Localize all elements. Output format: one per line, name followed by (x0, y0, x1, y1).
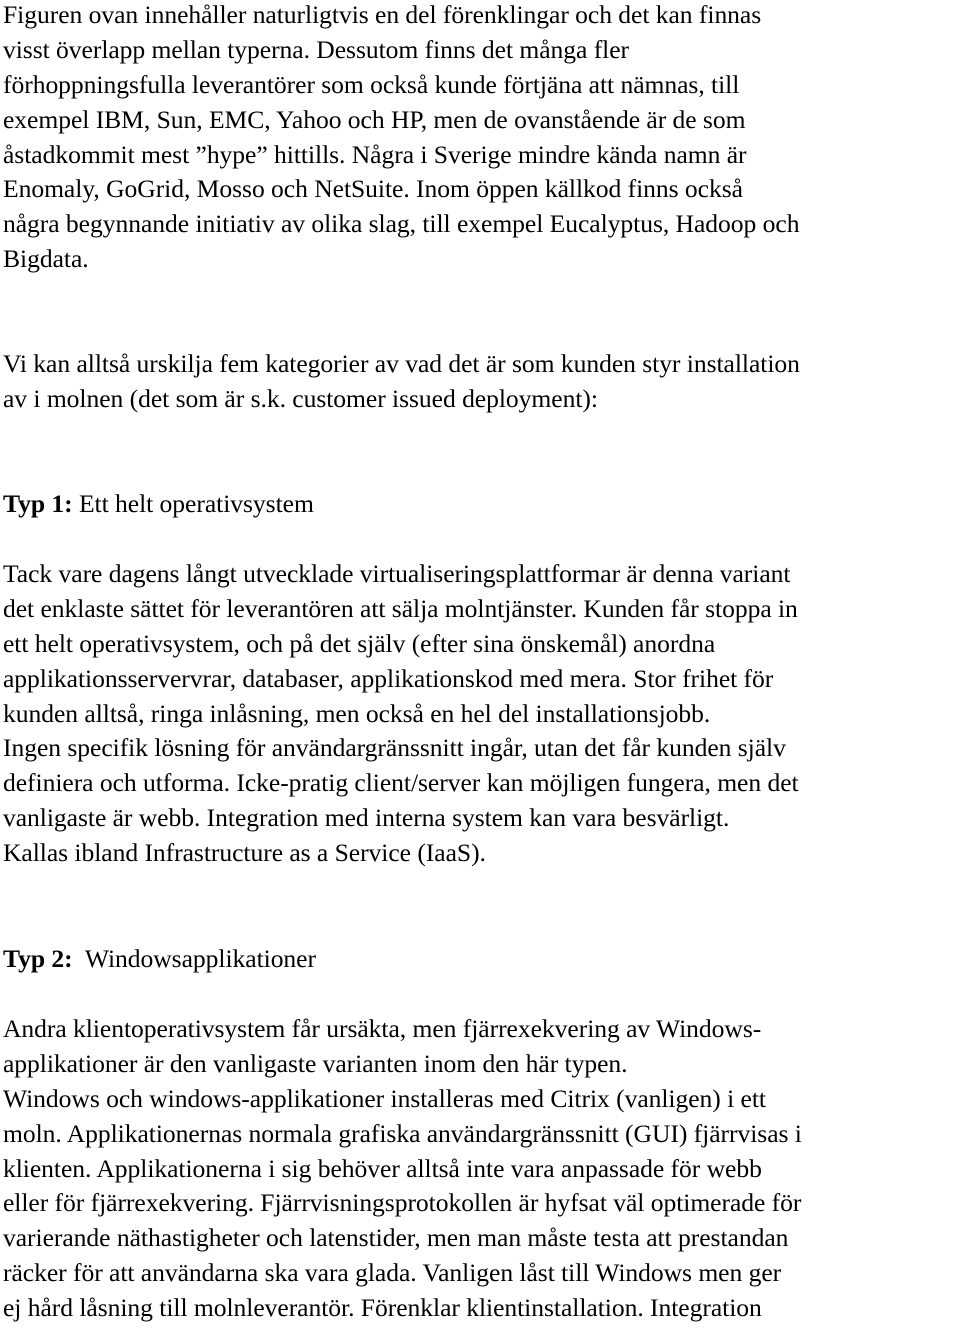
type2-line: klienten. Applikationerna i sig behöver alltså inte vara anpassade för webb (3, 1153, 762, 1183)
type1-line: Tack vare dagens långt utvecklade virtualiseringsplattformar är denna variant (3, 559, 791, 588)
intro-line: förhoppningsfulla leverantörer som också kunde förtjäna att nämnas, till (3, 69, 740, 99)
intro-line: Figuren ovan innehåller naturligtvis en del förenklingar och det kan finnas (3, 0, 762, 29)
intro-line: exempel IBM, Sun, EMC, Yahoo och HP, men de ovanstående är de som (3, 104, 746, 134)
type2-line: Andra klientoperativsystem får ursäkta, men fjärrexekvering av Windows- (3, 1014, 762, 1043)
type1-label: Typ 1: (3, 489, 73, 518)
type2-heading (3, 942, 958, 977)
type1-line: vanligaste är webb. Integration med interna system kan vara besvärligt. (3, 803, 730, 833)
type2-title: Windowsapplikationer (72, 944, 316, 973)
type2-line: räcker för att användarna ska vara glada. Vanligen låst till Windows men ger (3, 1258, 782, 1288)
type1-line: det enklaste sättet för leverantören att sälja molntjänster. Kunden får stoppa in (3, 593, 798, 623)
type2-line: applikationer är den vanligaste varianten inom den här typen. (3, 1048, 628, 1078)
intro-line: åstadkommit mest ”hype” hittills. Några i Sverige mindre kända namn är (3, 139, 747, 169)
type1-heading (3, 487, 958, 522)
type2-line: ej hård låsning till molnleverantör. Förenklar klientinstallation. Integration (3, 1293, 762, 1323)
intro-line: några begynnande initiativ av olika slag, till exempel Eucalyptus, Hadoop och (3, 209, 800, 239)
type2-paragraph (3, 1012, 958, 1326)
type2-line: Windows och windows-applikationer installeras med Citrix (vanligen) i ett (3, 1083, 766, 1113)
intro-line: Enomaly, GoGrid, Mosso och NetSuite. Inom öppen källkod finns också (3, 174, 743, 204)
type1-line: definiera och utforma. Icke-pratig client/server kan möjligen fungera, men det (3, 768, 799, 798)
intro-line: Bigdata. (3, 244, 89, 274)
categories-intro-line: av i molnen (det som är s.k. customer issued deployment): (3, 383, 598, 413)
type1-line: Ingen specifik lösning för användargränssnitt ingår, utan det får kunden själv (3, 733, 786, 763)
type1-line: ett helt operativsystem, och på det själv (efter sina önskemål) anordna (3, 628, 716, 658)
intro-paragraph (3, 0, 958, 277)
type1-paragraph (3, 557, 958, 871)
type1-title: Ett helt operativsystem (72, 489, 314, 518)
type2-line: eller för fjärrexekvering. Fjärrvisningsprotokollen är hyfsat väl optimerade för (3, 1188, 802, 1218)
intro-line: visst överlapp mellan typerna. Dessutom finns det många fler (3, 34, 630, 64)
type1-line: applikationsservervrar, databaser, applikationskod med mera. Stor frihet för (3, 663, 774, 693)
categories-intro-line: Vi kan alltså urskilja fem kategorier av vad det är som kunden styr installation (3, 349, 800, 378)
type1-line: Kallas ibland Infrastructure as a Service (IaaS). (3, 838, 486, 868)
type2-label: Typ 2: (3, 944, 73, 973)
type1-line: kunden alltså, ringa inlåsning, men också en hel del installationsjobb. (3, 698, 711, 728)
type2-line: varierande näthastigheter och latenstider, men man måste testa att prestandan (3, 1223, 789, 1253)
type2-line: moln. Applikationernas normala grafiska användargränssnitt (GUI) fjärrvisas i (3, 1118, 802, 1148)
categories-intro-paragraph (3, 347, 958, 417)
